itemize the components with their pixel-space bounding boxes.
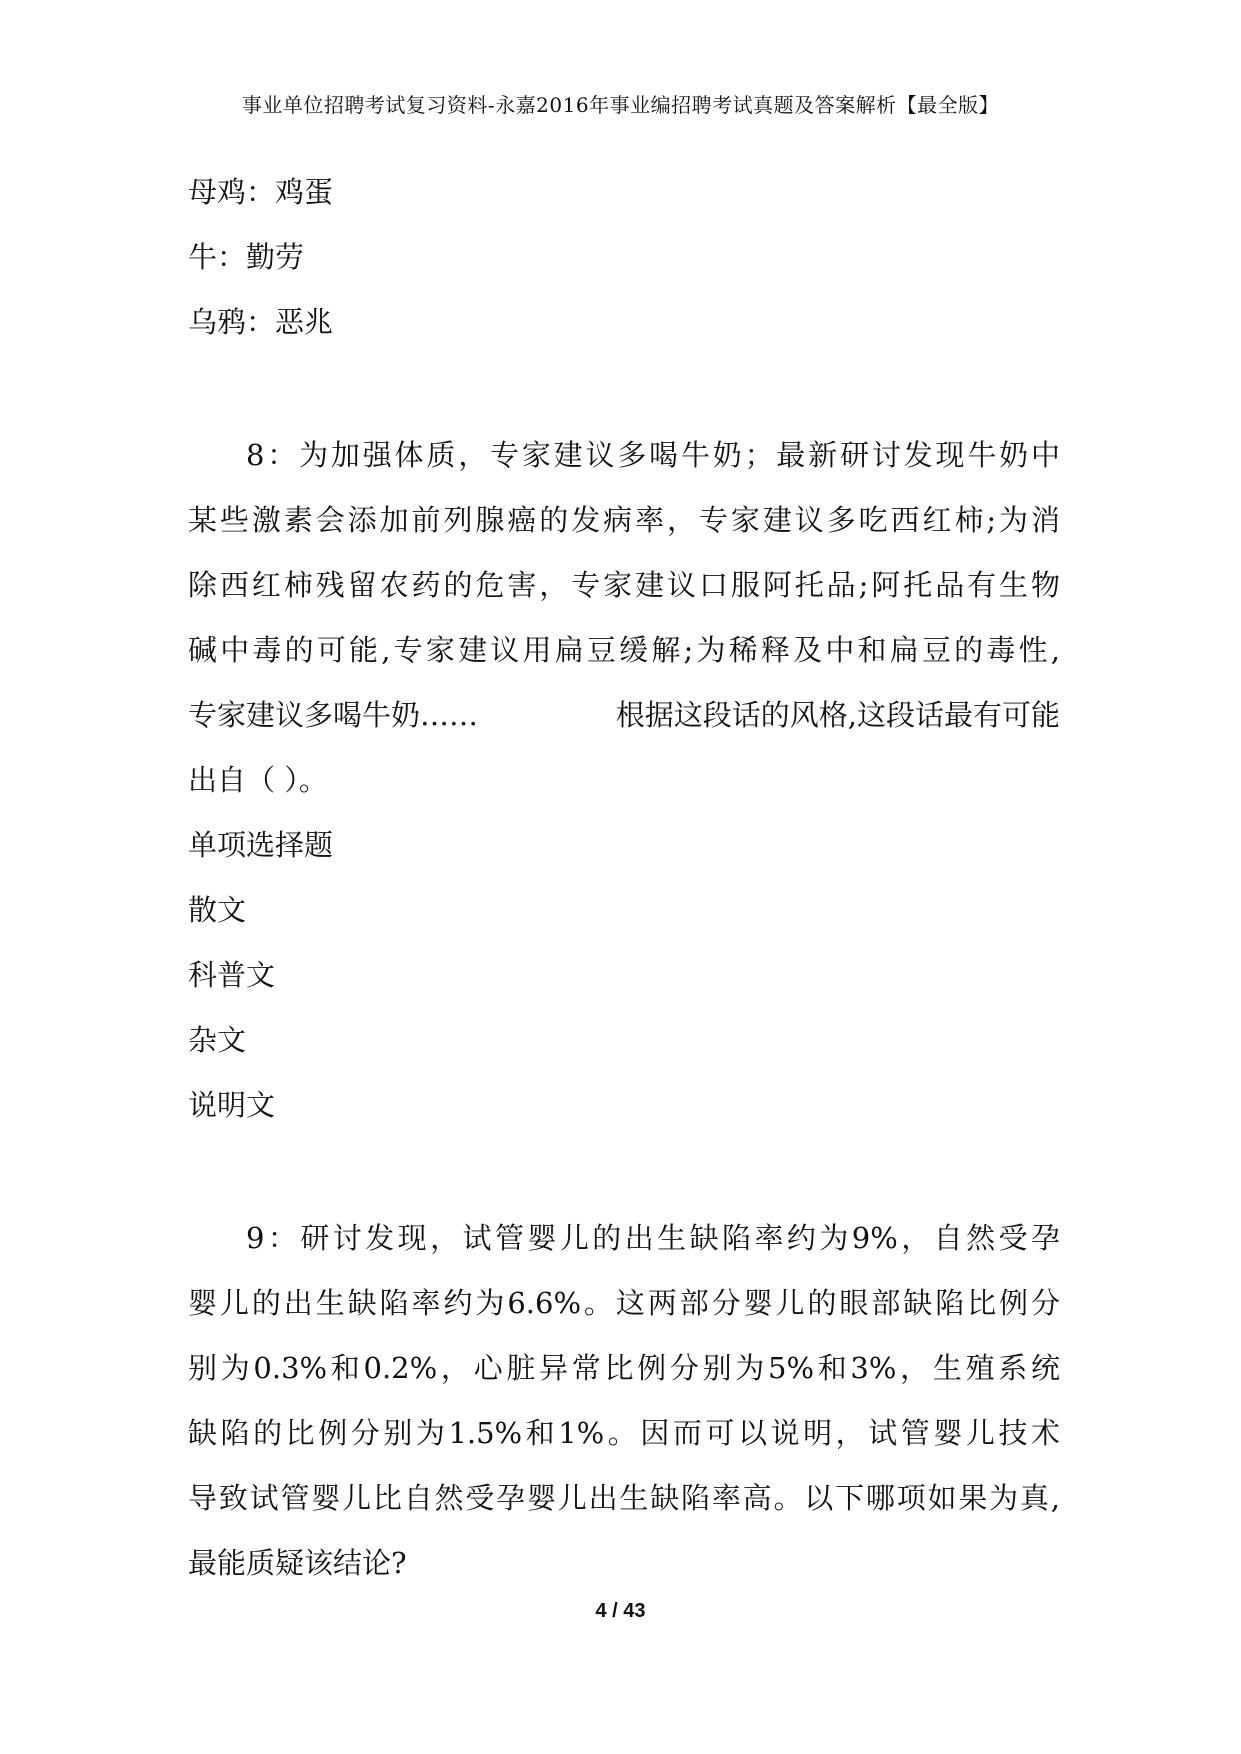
section-gap — [188, 355, 1060, 423]
analogy-line: 母鸡：鸡蛋 — [188, 175, 334, 209]
section-gap — [188, 1138, 1060, 1206]
question-text-line: 某些激素会添加前列腺癌的发病率，专家建议多吃西红柿;为消 — [188, 503, 1060, 537]
question-text-line: 出自（ ）。 — [188, 763, 328, 797]
question-type-label: 单项选择题 — [188, 828, 334, 862]
question-text-line: 除西红柿残留农药的危害，专家建议口服阿托品;阿托品有生物 — [188, 568, 1060, 602]
question-text-line — [188, 683, 1060, 748]
question-text-line: 9：研讨发现，试管婴儿的出生缺陷率约为9%，自然受孕 — [246, 1221, 1060, 1255]
question-text-line: 碱中毒的可能,专家建议用扁豆缓解;为稀释及中和扁豆的毒性, — [188, 633, 1060, 667]
question-9 — [188, 1206, 1060, 1596]
answer-option: 科普文 — [188, 958, 276, 992]
analogy-line: 乌鸦：恶兆 — [188, 305, 334, 339]
question-text-line: 最能质疑该结论? — [188, 1546, 407, 1580]
answer-option: 散文 — [188, 893, 247, 927]
question-text-fragment: 根据这段话的风格,这段话最有可能 — [615, 698, 1060, 732]
question-text-line: 8：为加强体质，专家建议多喝牛奶；最新研讨发现牛奶中 — [246, 438, 1060, 472]
page-number: 4 / 43 — [595, 1600, 646, 1622]
question-text-line: 缺陷的比例分别为1.5%和1%。因而可以说明，试管婴儿技术 — [188, 1416, 1060, 1450]
question-text-line: 婴儿的出生缺陷率约为6.6%。这两部分婴儿的眼部缺陷比例分 — [188, 1286, 1060, 1320]
page-header: 事业单位招聘考试复习资料-永嘉2016年事业编招聘考试真题及答案解析【最全版】 — [241, 93, 1000, 117]
answer-option: 说明文 — [188, 1088, 276, 1122]
question-text-line: 别为0.3%和0.2%，心脏异常比例分别为5%和3%，生殖系统 — [188, 1351, 1060, 1385]
answer-option: 杂文 — [188, 1023, 247, 1057]
question-text-line: 导致试管婴儿比自然受孕婴儿出生缺陷率高。以下哪项如果为真, — [188, 1481, 1060, 1515]
analogy-line: 牛：勤劳 — [188, 240, 305, 274]
question-8 — [188, 423, 1060, 1138]
question-text-fragment: 专家建议多喝牛奶…… — [188, 698, 479, 732]
document-body — [188, 160, 1060, 1596]
